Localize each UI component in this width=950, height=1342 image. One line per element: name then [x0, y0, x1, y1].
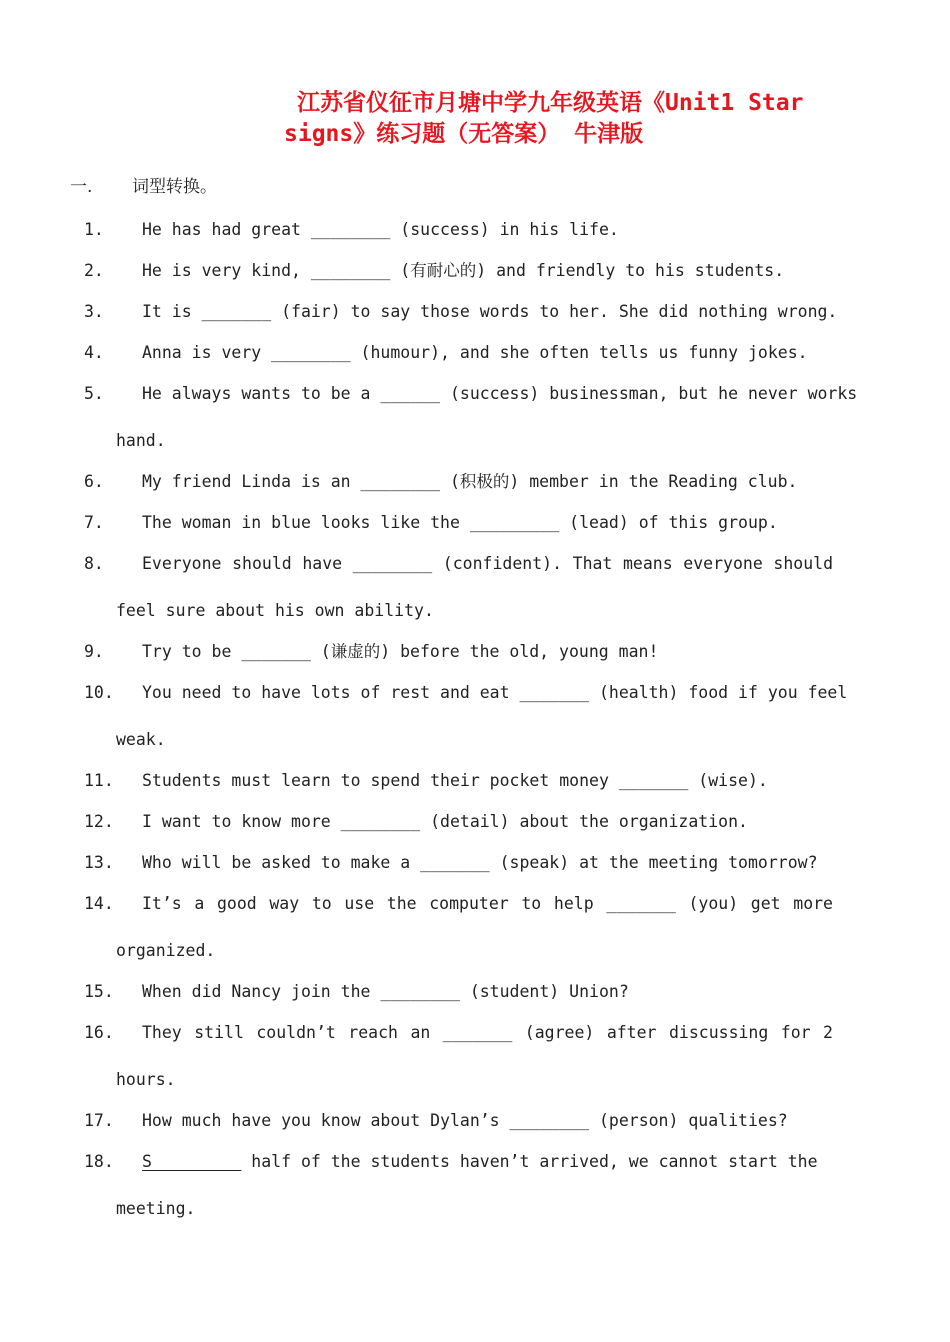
question-text [142, 1150, 818, 1174]
question-number: 3. [84, 302, 104, 321]
question-continuation: hours. [116, 1070, 176, 1089]
question-number: 6. [84, 472, 104, 491]
question-text: You need to have lots of rest and eat _______ (health) food if you feel [142, 683, 848, 702]
section-title: 词型转换。 [132, 177, 217, 197]
question-number: 5. [84, 384, 104, 403]
question-number: 4. [84, 343, 104, 362]
question-number: 8. [84, 554, 104, 573]
answer-blank: S [142, 1152, 242, 1171]
question-number: 2. [84, 261, 104, 280]
question-continuation: feel sure about his own ability. [116, 601, 434, 620]
question-continuation: organized. [116, 941, 216, 960]
question-text: It’s a good way to use the computer to help _______ (you) get more [142, 894, 833, 913]
question-number: 16. [84, 1023, 114, 1042]
question-text-rest: half of the students haven’t arrived, we cannot start the [241, 1152, 818, 1171]
question-text: He is very kind, ________ (有耐心的) and friendly to his students. [142, 261, 785, 280]
question-continuation: weak. [116, 730, 166, 749]
question-number: 7. [84, 513, 104, 532]
question-continuation: meeting. [116, 1199, 196, 1218]
question-number: 10. [84, 683, 114, 702]
question-text: How much have you know about Dylan’s ________ (person) qualities? [142, 1111, 788, 1130]
question-number: 18. [84, 1152, 114, 1171]
question-number: 14. [84, 894, 114, 913]
question-text: I want to know more ________ (detail) about the organization. [142, 812, 748, 831]
question-text: My friend Linda is an ________ (积极的) member in the Reading club. [142, 472, 798, 491]
question-continuation: hand. [116, 431, 166, 450]
question-text: Students must learn to spend their pocket money _______ (wise). [142, 771, 768, 790]
question-text: The woman in blue looks like the _________ (lead) of this group. [142, 513, 778, 532]
question-text: Try to be _______ (谦虚的) before the old, young man! [142, 642, 659, 661]
question-number: 9. [84, 642, 104, 661]
question-number: 15. [84, 982, 114, 1001]
question-text: He always wants to be a ______ (success) businessman, but he never works [142, 384, 858, 403]
question-text: He has had great ________ (success) in his life. [142, 220, 619, 239]
question-text: They still couldn’t reach an _______ (agree) after discussing for 2 [142, 1023, 833, 1042]
section-heading [70, 172, 217, 197]
question-number: 12. [84, 812, 114, 831]
question-text: Anna is very ________ (humour), and she often tells us funny jokes. [142, 343, 808, 362]
question-number: 13. [84, 853, 114, 872]
page-title-line-2: signs》练习题（无答案） 牛津版 [284, 121, 644, 147]
question-text: When did Nancy join the ________ (student) Union? [142, 982, 629, 1001]
question-text: Who will be asked to make a _______ (speak) at the meeting tomorrow? [142, 853, 818, 872]
section-number: 一. [70, 177, 93, 197]
question-text: Everyone should have ________ (confident). That means everyone should [142, 554, 833, 573]
page-title-line-1: 江苏省仪征市月塘中学九年级英语《Unit1 Star [297, 90, 804, 116]
question-text: It is _______ (fair) to say those words to her. She did nothing wrong. [142, 302, 838, 321]
question-number: 1. [84, 220, 104, 239]
question-number: 11. [84, 771, 114, 790]
question-number: 17. [84, 1111, 114, 1130]
